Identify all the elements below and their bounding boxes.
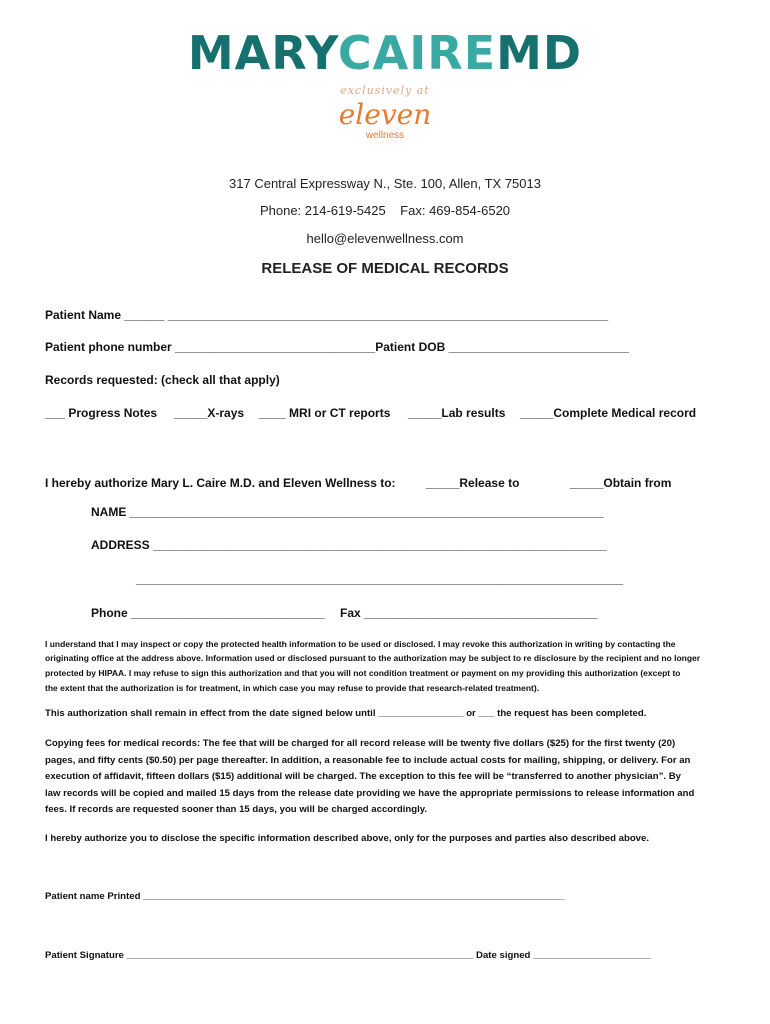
- patient-signature-field[interactable]: Patient Signature _________________________________________________________________ Date signed ______________________: [45, 950, 651, 961]
- release-to-option[interactable]: _____Release to: [426, 476, 520, 490]
- page-title: RELEASE OF MEDICAL RECORDS: [261, 260, 509, 277]
- fax-field[interactable]: Fax ___________________________________: [340, 606, 598, 620]
- address-field[interactable]: ADDRESS ____________________________________________________________________: [91, 538, 607, 552]
- records-requested-label: Records requested: (check all that apply): [45, 373, 280, 387]
- authorize-statement: I hereby authorize Mary L. Caire M.D. and Eleven Wellness to:: [45, 476, 396, 490]
- logo-mary: MARY: [187, 26, 338, 80]
- marycairemd-logo: [0, 28, 770, 78]
- fees-line-4: law records will be copied and mailed 15 days from the release date providing we have the appropriate permissions to release information and: [45, 788, 695, 799]
- patient-name-field[interactable]: Patient Name ______ __________________________________________________________________: [45, 308, 609, 322]
- exclusively-at-text: exclusively at: [340, 84, 430, 97]
- legal-line-4: the extent that the authorization is for treatment, in which case you may refuse to provide that research-related treatment).: [45, 683, 540, 693]
- name-field[interactable]: NAME _______________________________________________________________________: [91, 505, 604, 519]
- clinic-email: hello@elevenwellness.com: [306, 231, 464, 246]
- authorization-duration: This authorization shall remain in effect from the date signed below until ________________ or ___ the request has been completed.: [45, 708, 647, 719]
- wellness-logo-text: wellness: [365, 130, 405, 141]
- fees-line-5: fees. If records are requested sooner than 15 days, you will be charged accordingly.: [45, 804, 428, 815]
- lab-results-option[interactable]: _____Lab results: [408, 406, 506, 420]
- mri-ct-option[interactable]: ____ MRI or CT reports: [259, 406, 391, 420]
- legal-line-1: I understand that I may inspect or copy the protected health information to be used or disclosed. I may revoke this authorization in writing by contacting the: [45, 639, 676, 649]
- clinic-address: 317 Central Expressway N., Ste. 100, Allen, TX 75013: [229, 176, 541, 191]
- logo-caire: CAIRE: [337, 26, 497, 80]
- complete-record-option[interactable]: _____Complete Medical record: [520, 406, 697, 420]
- xrays-option[interactable]: _____X-rays: [174, 406, 245, 420]
- phone-field[interactable]: Phone _____________________________: [91, 606, 325, 620]
- address-line2-field[interactable]: _________________________________________________________________________: [136, 572, 624, 586]
- disclosure-authorization: I hereby authorize you to disclose the specific information described above, only for the purposes and parties also described above.: [45, 833, 650, 844]
- patient-phone-dob-field[interactable]: Patient phone number ______________________________Patient DOB ___________________________: [45, 340, 629, 354]
- logo-md: MD: [496, 26, 583, 80]
- eleven-logo: eleven: [338, 98, 432, 131]
- clinic-phone-fax: Phone: 214-619-5425 Fax: 469-854-6520: [259, 203, 511, 218]
- legal-line-3: protected by HIPAA. I may refuse to sign this authorization and that you will not condition treatment or payment on my providing this authorization (except to: [45, 668, 681, 678]
- legal-line-2: originating office at the address above. Information used or disclosed pursuant to the authorization may be subject to re disclosure by the recipient and no longer: [45, 653, 701, 663]
- patient-name-printed-field[interactable]: Patient name Printed _______________________________________________________________________________: [45, 891, 565, 902]
- fees-line-3: execution of affidavit, fifteen dollars ($15) additional will be charged. The exception to this fee will be “transferred to another physician”. By: [45, 771, 681, 782]
- fees-line-2: pages, and fifty cents ($0.50) per page thereafter. In addition, a reasonable fee to include actual costs for mailing, shipping, or delivery. For an: [45, 755, 691, 766]
- fees-line-1: Copying fees for medical records: The fee that will be charged for all record release will be twenty five dollars ($25) for the first twenty (20): [45, 738, 676, 749]
- obtain-from-option[interactable]: _____Obtain from: [570, 476, 672, 490]
- progress-notes-option[interactable]: ___ Progress Notes: [45, 406, 158, 420]
